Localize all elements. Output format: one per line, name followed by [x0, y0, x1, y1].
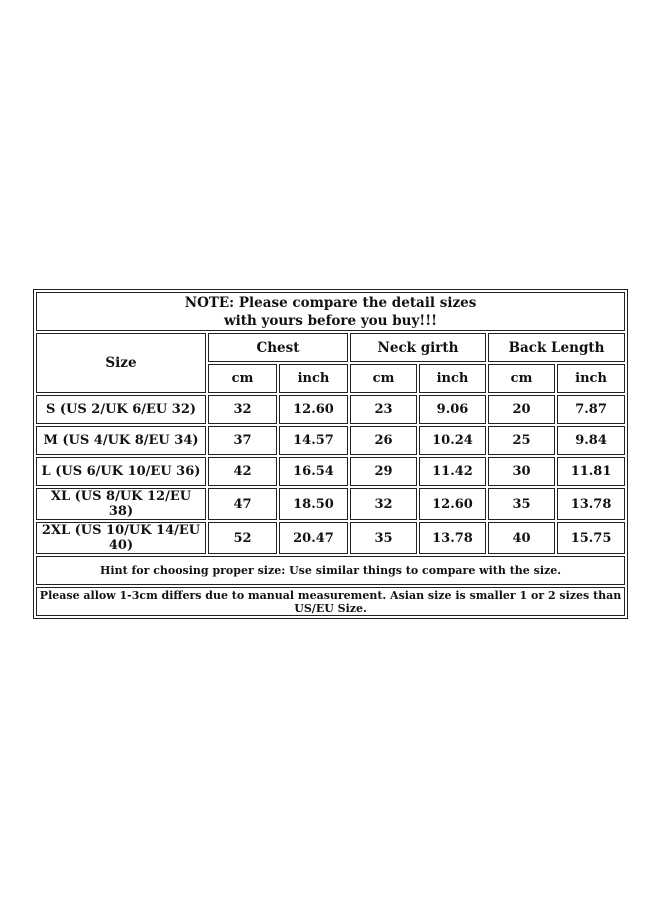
size-cell: S (US 2/UK 6/EU 32): [36, 395, 206, 424]
chest-header: Chest: [208, 333, 348, 362]
neck-cm-cell: 26: [350, 426, 417, 455]
size-column-header: Size: [36, 333, 206, 393]
chest-inch-cell: 12.60: [279, 395, 348, 424]
size-cell: M (US 4/UK 8/EU 34): [36, 426, 206, 455]
neck-inch-header: inch: [419, 364, 486, 393]
neck-cm-cell: 32: [350, 488, 417, 520]
table-row: [36, 488, 625, 520]
size-chart: [33, 289, 626, 619]
size-cell: XL (US 8/UK 12/EU 38): [36, 488, 206, 520]
back-inch-cell: 11.81: [557, 457, 625, 486]
back-inch-cell: 7.87: [557, 395, 625, 424]
size-cell: L (US 6/UK 10/EU 36): [36, 457, 206, 486]
chest-inch-cell: 14.57: [279, 426, 348, 455]
back-cm-cell: 20: [488, 395, 555, 424]
chest-cm-cell: 42: [208, 457, 277, 486]
chest-inch-cell: 20.47: [279, 522, 348, 554]
measurement-disclaimer: Please allow 1-3cm differs due to manual measurement. Asian size is smaller 1 or 2 sizes than US/EU Size.: [36, 587, 625, 616]
chest-cm-cell: 32: [208, 395, 277, 424]
neck-cm-header: cm: [350, 364, 417, 393]
table-row: [36, 426, 625, 455]
note-line-2: with yours before you buy!!!: [224, 312, 438, 329]
neck-inch-cell: 10.24: [419, 426, 486, 455]
neck-cm-cell: 23: [350, 395, 417, 424]
chest-cm-cell: 37: [208, 426, 277, 455]
size-table: [33, 289, 628, 619]
size-hint: Hint for choosing proper size: Use similar things to compare with the size.: [36, 556, 625, 585]
neck-inch-cell: 13.78: [419, 522, 486, 554]
back-inch-header: inch: [557, 364, 625, 393]
back-inch-cell: 15.75: [557, 522, 625, 554]
chest-inch-cell: 18.50: [279, 488, 348, 520]
back-cm-cell: 30: [488, 457, 555, 486]
neck-girth-header: Neck girth: [350, 333, 486, 362]
table-row: [36, 457, 625, 486]
neck-inch-cell: 11.42: [419, 457, 486, 486]
note-line-1: NOTE: Please compare the detail sizes: [184, 294, 477, 311]
chest-inch-header: inch: [279, 364, 348, 393]
neck-inch-cell: 9.06: [419, 395, 486, 424]
size-cell: 2XL (US 10/UK 14/EU 40): [36, 522, 206, 554]
back-cm-cell: 35: [488, 488, 555, 520]
chest-cm-cell: 47: [208, 488, 277, 520]
note-banner: [36, 292, 625, 331]
table-row: [36, 395, 625, 424]
back-cm-cell: 25: [488, 426, 555, 455]
back-cm-cell: 40: [488, 522, 555, 554]
table-row: [36, 522, 625, 554]
back-length-header: Back Length: [488, 333, 625, 362]
chest-cm-cell: 52: [208, 522, 277, 554]
chest-cm-header: cm: [208, 364, 277, 393]
neck-cm-cell: 29: [350, 457, 417, 486]
back-inch-cell: 13.78: [557, 488, 625, 520]
chest-inch-cell: 16.54: [279, 457, 348, 486]
back-cm-header: cm: [488, 364, 555, 393]
neck-cm-cell: 35: [350, 522, 417, 554]
back-inch-cell: 9.84: [557, 426, 625, 455]
neck-inch-cell: 12.60: [419, 488, 486, 520]
